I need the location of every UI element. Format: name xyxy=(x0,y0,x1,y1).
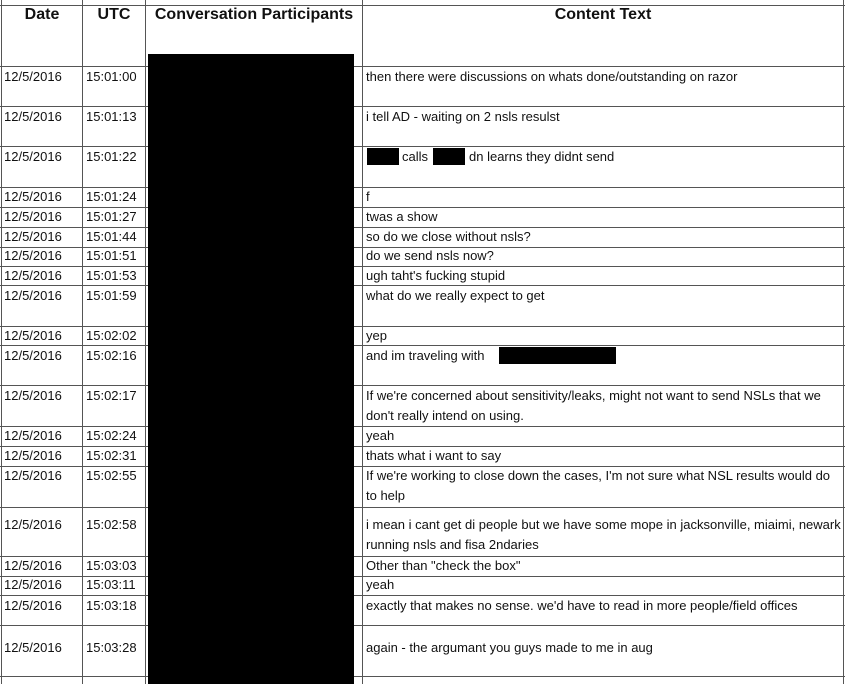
name-redaction xyxy=(433,148,465,165)
utc-cell: 15:02:16 xyxy=(86,348,137,363)
utc-cell: 15:01:59 xyxy=(86,288,137,303)
content-cell: exactly that makes no sense. we'd have to read in more people/field offices xyxy=(366,598,798,613)
column-divider xyxy=(362,0,363,684)
date-cell: 12/5/2016 xyxy=(4,189,62,204)
utc-cell: 15:03:11 xyxy=(86,577,136,592)
content-cell: i mean i cant get di people but we have some mope in jacksonville, miaimi, newark running nsls and fisa 2ndaries xyxy=(366,517,841,552)
content-cell: what do we really expect to get xyxy=(366,288,545,303)
utc-cell: 15:01:53 xyxy=(86,268,137,283)
header-participants: Conversation Participants xyxy=(154,6,354,23)
date-cell: 12/5/2016 xyxy=(4,229,62,244)
row-divider xyxy=(0,507,845,508)
row-divider xyxy=(0,676,845,677)
row-divider xyxy=(0,625,845,626)
content-cell: ugh taht's fucking stupid xyxy=(366,268,506,283)
date-cell: 12/5/2016 xyxy=(4,598,62,613)
date-cell: 12/5/2016 xyxy=(4,517,62,532)
utc-cell: 15:01:44 xyxy=(86,229,137,244)
content-cell: thats what i want to say xyxy=(366,448,502,463)
name-redaction xyxy=(367,148,399,165)
column-divider xyxy=(145,0,146,684)
utc-cell: 15:02:55 xyxy=(86,468,137,483)
utc-cell: 15:01:13 xyxy=(86,109,137,124)
date-cell: 12/5/2016 xyxy=(4,149,62,164)
header-utc: UTC xyxy=(97,6,131,23)
date-cell: 12/5/2016 xyxy=(4,448,62,463)
content-cell: so do we close without nsls? xyxy=(366,229,531,244)
content-cell: If we're working to close down the cases, I'm not sure what NSL results would do to help xyxy=(366,468,831,503)
content-cell: f xyxy=(366,189,370,204)
content-cell: yeah xyxy=(366,428,395,443)
content-cell: yep xyxy=(366,328,387,343)
date-cell: 12/5/2016 xyxy=(4,268,62,283)
date-cell: 12/5/2016 xyxy=(4,640,62,655)
content-cell: yeah xyxy=(366,577,395,592)
date-cell: 12/5/2016 xyxy=(4,468,62,483)
participants-redaction xyxy=(148,54,354,684)
header-date: Date xyxy=(24,6,60,23)
date-cell: 12/5/2016 xyxy=(4,69,62,84)
column-divider xyxy=(843,0,844,684)
header-content: Content Text xyxy=(554,6,652,23)
utc-cell: 15:01:00 xyxy=(86,69,137,84)
content-cell: i tell AD - waiting on 2 nsls resulst xyxy=(366,109,560,124)
column-divider xyxy=(1,0,2,684)
utc-cell: 15:01:24 xyxy=(86,189,137,204)
content-cell: then there were discussions on whats done/outstanding on razor xyxy=(366,69,738,84)
utc-cell: 15:01:27 xyxy=(86,209,137,224)
utc-cell: 15:02:31 xyxy=(86,448,137,463)
utc-cell: 15:02:02 xyxy=(86,328,137,343)
date-cell: 12/5/2016 xyxy=(4,388,62,403)
utc-cell: 15:03:03 xyxy=(86,558,137,573)
content-cell: twas a show xyxy=(366,209,438,224)
date-cell: 12/5/2016 xyxy=(4,428,62,443)
content-fragment: calls xyxy=(402,149,429,164)
date-cell: 12/5/2016 xyxy=(4,558,62,573)
content-cell: Other than "check the box" xyxy=(366,558,521,573)
date-cell: 12/5/2016 xyxy=(4,209,62,224)
content-cell: do we send nsls now? xyxy=(366,248,494,263)
utc-cell: 15:03:28 xyxy=(86,640,137,655)
utc-cell: 15:02:24 xyxy=(86,428,137,443)
date-cell: 12/5/2016 xyxy=(4,577,62,592)
utc-cell: 15:02:58 xyxy=(86,517,137,532)
date-cell: 12/5/2016 xyxy=(4,248,62,263)
utc-cell: 15:01:22 xyxy=(86,149,137,164)
name-redaction xyxy=(499,347,616,364)
date-cell: 12/5/2016 xyxy=(4,288,62,303)
utc-cell: 15:03:18 xyxy=(86,598,137,613)
column-divider xyxy=(82,0,83,684)
date-cell: 12/5/2016 xyxy=(4,348,62,363)
date-cell: 12/5/2016 xyxy=(4,109,62,124)
content-fragment: dn learns they didnt send xyxy=(469,149,615,164)
utc-cell: 15:02:17 xyxy=(86,388,137,403)
date-cell: 12/5/2016 xyxy=(4,328,62,343)
content-cell: If we're concerned about sensitivity/leaks, might not want to send NSLs that we don't really intend on using. xyxy=(366,388,821,423)
content-cell: again - the argumant you guys made to me in aug xyxy=(366,640,653,655)
utc-cell: 15:01:51 xyxy=(86,248,137,263)
content-cell: and im traveling with xyxy=(366,348,485,363)
